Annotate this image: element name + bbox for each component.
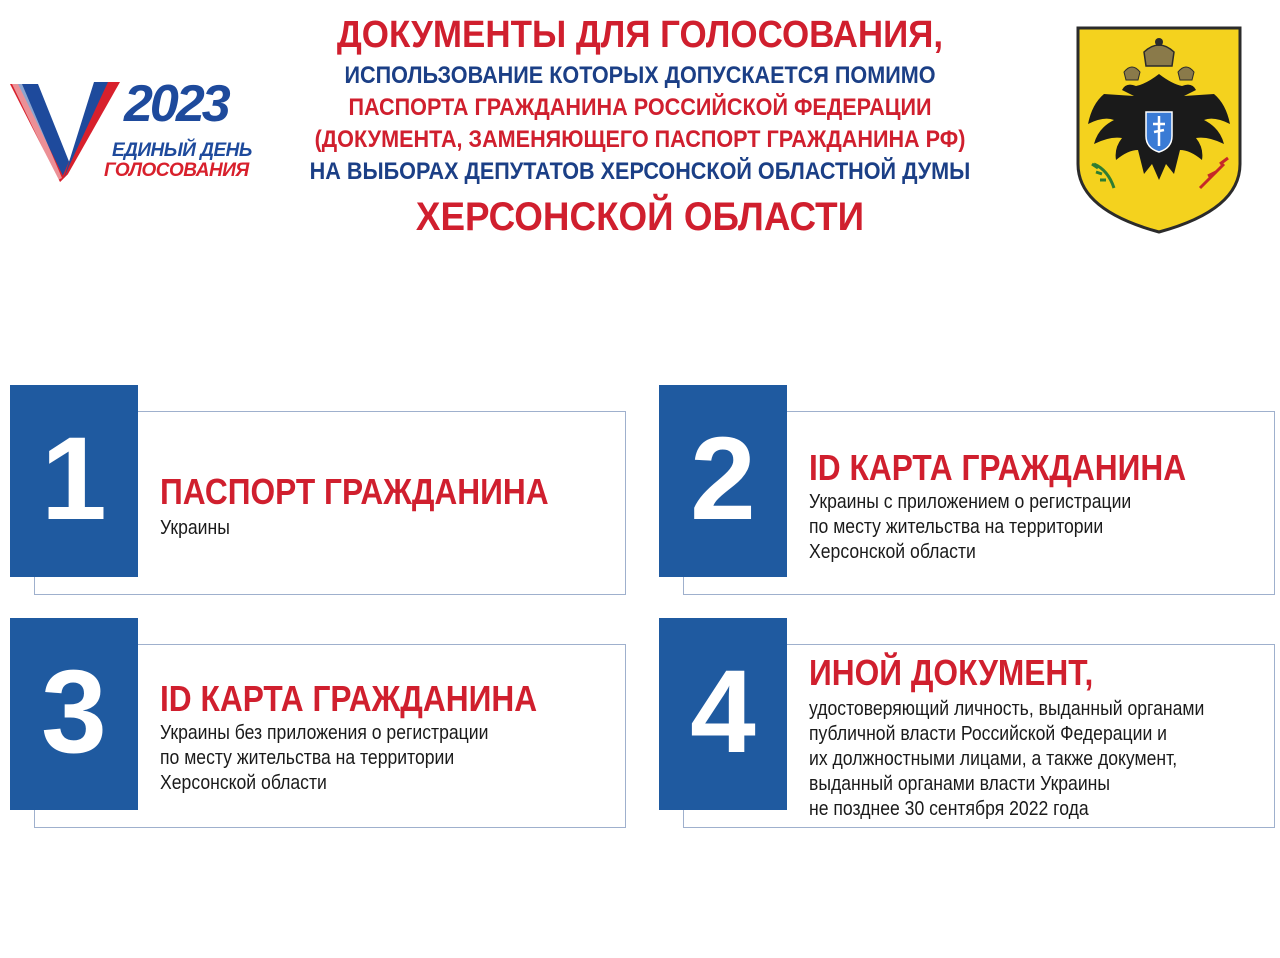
page-header <box>250 10 1030 246</box>
card-title: ПАСПОРТ ГРАЖДАНИНА <box>160 471 549 512</box>
card-text: Украины с приложением о регистрации по месту жительства на территории Херсонской области <box>809 491 1132 563</box>
coat-of-arms-icon <box>1074 24 1244 236</box>
card-text: удостоверяющий личность, выданный органами публичной власти Российской Федерации и их должностными лицами, а также документ, выданный органами власти Украины не позднее 30 сентября 2022 года <box>809 698 1205 820</box>
card-number: 1 <box>41 413 107 545</box>
logo-line-2: ГОЛОСОВАНИЯ <box>104 160 249 181</box>
card-number: 2 <box>690 413 756 545</box>
header-line-5: НА ВЫБОРАХ ДЕПУТАТОВ ХЕРСОНСКОЙ ОБЛАСТНОЙ ДУМЫ <box>309 158 971 185</box>
card-number-box <box>10 385 138 577</box>
page-title: ДОКУМЕНТЫ ДЛЯ ГОЛОСОВАНИЯ, <box>336 14 944 56</box>
header-line-3: ПАСПОРТА ГРАЖДАНИНА РОССИЙСКОЙ ФЕДЕРАЦИИ <box>348 94 932 121</box>
header-line-2: ИСПОЛЬЗОВАНИЕ КОТОРЫХ ДОПУСКАЕТСЯ ПОМИМО <box>344 62 936 89</box>
election-logo <box>8 75 258 188</box>
card-number: 4 <box>690 646 756 778</box>
logo-line-1: ЕДИНЫЙ ДЕНЬ <box>112 140 252 161</box>
logo-year: 2023 <box>124 75 228 133</box>
card-title: ИНОЙ ДОКУМЕНТ, <box>809 652 1094 693</box>
header-line-4: (ДОКУМЕНТА, ЗАМЕНЯЮЩЕГО ПАСПОРТ ГРАЖДАНИНА РФ) <box>314 126 966 153</box>
card-text: Украины <box>160 517 230 539</box>
card-text: Украины без приложения о регистрации по месту жительства на территории Херсонской области <box>160 722 489 794</box>
card-number: 3 <box>41 646 107 778</box>
card-title: ID КАРТА ГРАЖДАНИНА <box>809 447 1187 488</box>
card-number-box <box>659 618 787 810</box>
card-number-box <box>10 618 138 810</box>
header-line-6: ХЕРСОНСКОЙ ОБЛАСТИ <box>415 195 865 239</box>
card-number-box <box>659 385 787 577</box>
card-title: ID КАРТА ГРАЖДАНИНА <box>160 678 538 719</box>
